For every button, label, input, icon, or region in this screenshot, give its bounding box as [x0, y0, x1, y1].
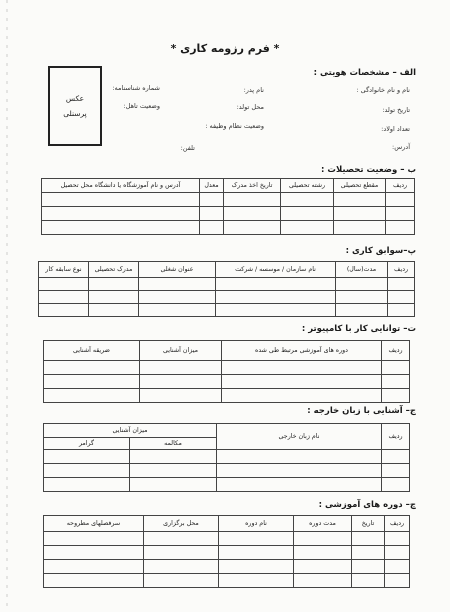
education-header-date: تاریخ اخذ مدرک: [224, 179, 281, 193]
courses-row: [44, 560, 410, 574]
education-row: [42, 221, 415, 235]
language-header-conversation: مکالمه: [130, 438, 217, 450]
label-birth-place: محل تولد:: [236, 103, 264, 111]
courses-table: [43, 515, 410, 588]
computer-header-method: ضریقه آشنایی: [44, 341, 140, 361]
courses-header-venue: محل برگزاری: [144, 516, 219, 532]
label-phone: تلفن:: [180, 144, 195, 152]
courses-row: [44, 532, 410, 546]
courses-header-row-num: ردیف: [385, 516, 410, 532]
work-header-type: نوع سابقه کار: [39, 262, 89, 278]
photo-label-line1: عکس: [65, 94, 85, 103]
work-header-row-num: ردیف: [388, 262, 415, 278]
language-row: [44, 464, 410, 478]
courses-header-name: نام دوره: [219, 516, 294, 532]
computer-header-level: میزان آشنایی: [140, 341, 222, 361]
section-work-heading: پ–سوابق کاری :: [345, 246, 416, 256]
section-education-heading: ب – وضعیت تحصیلات :: [321, 165, 416, 175]
education-table: [41, 178, 415, 235]
courses-row: [44, 574, 410, 588]
language-header-row-num: ردیف: [382, 424, 410, 450]
education-row: [42, 193, 415, 207]
work-header-degree: مدرک تحصیلی: [89, 262, 139, 278]
work-header-years: مدت(سال): [336, 262, 388, 278]
label-birth-date: تاریخ تولد:: [382, 106, 410, 114]
computer-row: [44, 361, 410, 375]
courses-header-topics: سرفصلهای مطروحه: [44, 516, 144, 532]
work-row: [39, 278, 415, 291]
computer-row: [44, 375, 410, 389]
label-id-number: شماره شناسنامه:: [112, 84, 160, 92]
education-header-degree: مقطع تحصیلی: [334, 179, 386, 193]
label-military-status: وضعیت نظام وظیفه :: [205, 122, 264, 130]
work-row: [39, 291, 415, 304]
computer-row: [44, 389, 410, 403]
computer-header-courses: دوره های آموزشی مرتبط طی شده: [222, 341, 382, 361]
education-row: [42, 207, 415, 221]
language-row: [44, 450, 410, 464]
education-header-gpa: معدل: [200, 179, 224, 193]
computer-header-row-num: ردیف: [382, 341, 410, 361]
language-header-grammar: گرامر: [44, 438, 130, 450]
language-header-name: نام زبان خارجی: [217, 424, 382, 450]
section-language-heading: ج– آشنایی با زبان خارجه :: [307, 406, 416, 416]
education-header-institution: آدرس و نام آموزشگاه یا دانشگاه محل تحصیل: [42, 179, 200, 193]
page-title: * فرم رزومه کاری *: [170, 42, 280, 55]
label-marital-status: وضعیت تاهل:: [123, 102, 160, 110]
section-courses-heading: چ– دوره های آموزشی :: [318, 500, 416, 510]
work-row: [39, 304, 415, 317]
margin-line: [5, 0, 9, 612]
language-table: [43, 423, 410, 492]
education-header-row-num: ردیف: [386, 179, 415, 193]
section-computer-heading: ت– توانایی کار با کامپیوتر :: [301, 324, 416, 334]
label-children: تعداد اولاد:: [381, 125, 410, 133]
work-header-job-title: عنوان شغلی: [139, 262, 216, 278]
photo-label-line2: پرسنلی: [63, 109, 87, 118]
language-header-level: میزان آشنایی: [44, 424, 217, 438]
label-father-name: نام پدر:: [243, 86, 264, 94]
work-table: [38, 261, 415, 317]
work-header-organization: نام سازمان / موسسه / شرکت: [216, 262, 336, 278]
language-row: [44, 478, 410, 492]
label-address: آدرس:: [392, 143, 410, 151]
courses-header-date: تاریخ: [352, 516, 385, 532]
computer-table: [43, 340, 410, 403]
courses-row: [44, 546, 410, 560]
photo-box: [48, 66, 102, 146]
education-header-field: رشته تحصیلی: [281, 179, 334, 193]
label-full-name: نام و نام خانوادگی :: [356, 86, 410, 94]
section-personal-heading: الف – مشخصات هویتی :: [313, 68, 416, 78]
courses-header-duration: مدت دوره: [294, 516, 352, 532]
